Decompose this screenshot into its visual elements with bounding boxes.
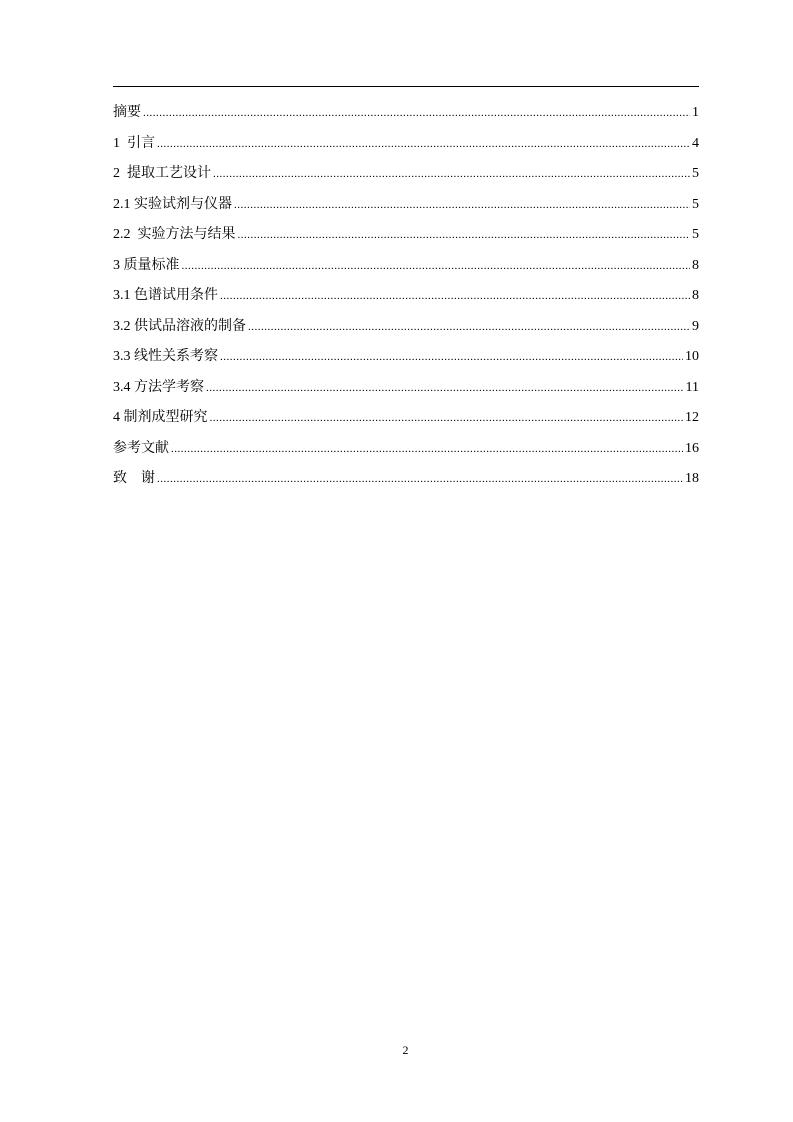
toc-dot-leader (157, 464, 683, 495)
toc-entry-title: 3.2 供试品溶液的制备 (113, 318, 246, 334)
toc-entry-title: 4 制剂成型研究 (113, 410, 208, 425)
toc-entry[interactable] (113, 98, 699, 129)
toc-dot-leader (220, 342, 683, 373)
toc-entry-title: 3.1 色谱试用条件 (113, 288, 218, 303)
toc-entry-page: 5 (692, 166, 699, 181)
toc-entry-title: 1 引言 (113, 135, 155, 151)
toc-entry[interactable] (113, 251, 699, 282)
header-rule (113, 86, 699, 87)
toc-dot-leader (143, 98, 690, 129)
toc-entry[interactable] (113, 312, 699, 343)
toc-entry[interactable] (113, 373, 699, 404)
toc-entry-title: 3.3 线性关系考察 (113, 349, 218, 364)
toc-entry-page: 18 (685, 471, 699, 486)
toc-entry-title: 3 质量标准 (113, 257, 180, 273)
toc-entry[interactable] (113, 342, 699, 373)
toc-entry[interactable] (113, 281, 699, 312)
toc-entry-page: 4 (692, 135, 699, 151)
toc-entry-page: 1 (692, 105, 699, 120)
toc-dot-leader (238, 220, 691, 251)
toc-dot-leader (213, 159, 690, 190)
toc-dot-leader (210, 403, 684, 434)
toc-entry[interactable] (113, 129, 699, 160)
toc-entry-title: 2 提取工艺设计 (113, 166, 211, 181)
toc-entry[interactable] (113, 434, 699, 465)
toc-entry[interactable] (113, 190, 699, 221)
toc-dot-leader (234, 190, 690, 221)
toc-entry[interactable] (113, 464, 699, 495)
toc-entry-title: 参考文献 (113, 440, 169, 456)
toc-entry-title: 2.2 实验方法与结果 (113, 227, 236, 242)
toc-entry-title: 3.4 方法学考察 (113, 379, 204, 395)
toc-entry-page: 10 (685, 349, 699, 364)
table-of-contents (113, 98, 699, 495)
toc-entry[interactable] (113, 159, 699, 190)
toc-entry-title: 摘要 (113, 105, 141, 120)
toc-dot-leader (220, 281, 690, 312)
toc-entry-page: 8 (692, 288, 699, 303)
toc-entry-page: 16 (685, 440, 699, 456)
page-number: 2 (402, 1043, 409, 1057)
toc-dot-leader (182, 251, 691, 282)
toc-entry-page: 12 (685, 410, 699, 425)
toc-entry-page: 11 (685, 379, 699, 395)
toc-entry-page: 5 (692, 227, 699, 242)
toc-entry-page: 5 (692, 196, 699, 212)
toc-dot-leader (171, 434, 683, 465)
toc-entry-title: 致 谢 (113, 471, 155, 486)
toc-dot-leader (206, 373, 684, 404)
toc-entry-title: 2.1 实验试剂与仪器 (113, 196, 232, 212)
toc-dot-leader (157, 129, 690, 160)
toc-entry-page: 8 (692, 257, 699, 273)
toc-entry-page: 9 (692, 318, 699, 334)
toc-entry[interactable] (113, 403, 699, 434)
toc-dot-leader (248, 312, 690, 343)
toc-entry[interactable] (113, 220, 699, 251)
